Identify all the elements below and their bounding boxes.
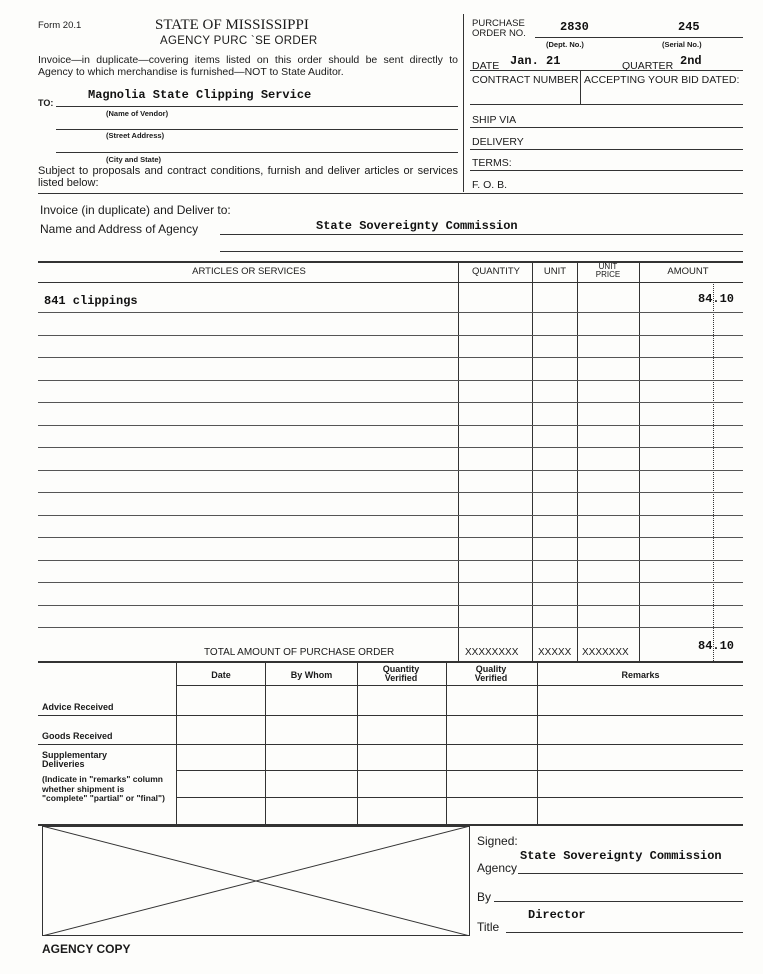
receipt-row-rule-4 xyxy=(176,797,743,798)
form-number: Form 20.1 xyxy=(38,20,82,31)
invoice-deliver-label: Invoice (in duplicate) and Deliver to: xyxy=(40,203,231,217)
order-type-title: AGENCY PURC `SE ORDER xyxy=(160,35,318,47)
receipt-col-qty-verified: Quantity Verified xyxy=(382,664,420,683)
terms-label: TERMS: xyxy=(472,157,512,169)
receipt-row-rule-1 xyxy=(38,715,743,716)
total-qty-x: XXXXXXXX xyxy=(465,647,519,658)
terms-line xyxy=(470,170,743,171)
receipt-header-rule xyxy=(176,685,743,686)
serial-caption: (Serial No.) xyxy=(662,40,702,49)
item-row-rule xyxy=(38,380,743,381)
items-col-line-3 xyxy=(577,261,578,661)
receipt-col-by-whom: By Whom xyxy=(290,670,333,680)
item-row-rule xyxy=(38,425,743,426)
item-row-rule xyxy=(38,312,743,313)
city-line xyxy=(56,152,458,153)
state-title: STATE OF MISSISSIPPI xyxy=(155,17,309,33)
total-label: TOTAL AMOUNT OF PURCHASE ORDER xyxy=(204,647,395,658)
item-row-rule xyxy=(38,335,743,336)
items-col-line-4 xyxy=(639,261,640,661)
sig-agency-line xyxy=(518,873,743,874)
col-amount: AMOUNT xyxy=(667,266,709,277)
quarter-label: QUARTER xyxy=(622,60,674,72)
items-col-line-2 xyxy=(532,261,533,661)
serial-number: 245 xyxy=(678,20,700,34)
po-number-line xyxy=(535,37,743,38)
col-articles: ARTICLES OR SERVICES xyxy=(192,266,306,277)
date-line xyxy=(470,70,743,71)
total-unit-x: XXXXX xyxy=(538,647,572,658)
sig-agency-value: State Sovereignty Commission xyxy=(520,849,722,863)
header-bottom-rule xyxy=(38,193,743,194)
item-row-rule xyxy=(38,560,743,561)
item-row-rule xyxy=(38,582,743,583)
col-unit: UNIT xyxy=(543,266,567,277)
contract-divider xyxy=(580,70,581,104)
ship-via-label: SHIP VIA xyxy=(472,114,517,126)
items-bottom-rule xyxy=(38,661,743,663)
item-row-rule xyxy=(38,605,743,606)
total-price-x: XXXXXXX xyxy=(582,647,629,658)
sig-agency-label: Agency xyxy=(477,861,518,875)
po-label: PURCHASE ORDER NO. xyxy=(472,18,526,39)
sig-title-value: Director xyxy=(528,908,586,922)
street-line xyxy=(56,129,458,130)
receipt-col-remarks: Remarks xyxy=(621,670,660,680)
sig-title-label: Title xyxy=(477,920,500,934)
agency-line-1 xyxy=(220,234,743,235)
vendor-name-line xyxy=(56,106,458,107)
item-row-rule xyxy=(38,470,743,471)
signed-label: Signed: xyxy=(477,834,518,848)
item-row-rule xyxy=(38,447,743,448)
item-row-rule xyxy=(38,402,743,403)
advice-received-label: Advice Received xyxy=(42,702,114,712)
supplementary-label: Supplementary Deliveries xyxy=(42,750,108,769)
contract-label: CONTRACT NUMBER xyxy=(472,74,579,86)
remarks-instruction: (Indicate in "remarks" column whether shipment is "complete" "partial" or "final") xyxy=(42,774,165,803)
item-row-rule xyxy=(38,492,743,493)
dept-number: 2830 xyxy=(560,20,589,34)
items-header-rule xyxy=(38,282,743,283)
header-divider xyxy=(463,14,464,192)
col-quantity: QUANTITY xyxy=(471,266,521,277)
receipt-col-date: Date xyxy=(211,670,231,680)
agency-address-label: Name and Address of Agency xyxy=(40,222,199,236)
delivery-label: DELIVERY xyxy=(472,136,524,148)
item-row-rule xyxy=(38,357,743,358)
cross-lines xyxy=(42,826,470,936)
total-amount: 84.10 xyxy=(698,639,735,653)
agency-address-value: State Sovereignty Commission xyxy=(316,219,518,233)
date-value: Jan. 21 xyxy=(510,54,561,68)
dept-caption: (Dept. No.) xyxy=(546,40,584,49)
item-row-rule xyxy=(38,537,743,538)
col-unit-price: UNIT PRICE xyxy=(595,262,621,279)
date-label: DATE xyxy=(472,60,500,72)
receipt-row-rule-3 xyxy=(176,770,743,771)
subject-note: Subject to proposals and contract conditions, furnish and deliver articles or services listed below: xyxy=(38,165,458,189)
receipt-col-quality-verified: Quality Verified xyxy=(474,664,508,683)
ship-via-line xyxy=(470,127,743,128)
city-caption: (City and State) xyxy=(106,155,162,164)
sig-title-line xyxy=(506,932,743,933)
quarter-value: 2nd xyxy=(680,54,702,68)
sig-by-label: By xyxy=(477,890,492,904)
items-col-line-1 xyxy=(458,261,459,661)
fob-label: F. O. B. xyxy=(472,179,508,191)
contract-line xyxy=(470,104,743,105)
invoice-note: Invoice—in duplicate—covering items listed on this order should be sent directly to Agency to which merchandise is furnished—NOT to State Auditor. xyxy=(38,54,458,78)
item-article-1: 841 clippings xyxy=(44,294,138,308)
goods-received-label: Goods Received xyxy=(42,731,113,741)
crossed-out-box xyxy=(42,826,470,936)
agency-line-2 xyxy=(220,251,743,252)
vendor-name: Magnolia State Clipping Service xyxy=(88,88,312,102)
items-top-rule xyxy=(38,261,743,263)
item-amount-1: 84.10 xyxy=(698,292,735,306)
receipt-row-rule-2 xyxy=(38,744,743,745)
delivery-line xyxy=(470,149,743,150)
item-row-rule xyxy=(38,627,743,628)
vendor-name-caption: (Name of Vendor) xyxy=(106,109,169,118)
accepting-label: ACCEPTING YOUR BID DATED: xyxy=(584,74,740,86)
sig-by-line xyxy=(494,901,743,902)
item-row-rule xyxy=(38,515,743,516)
agency-copy-label: AGENCY COPY xyxy=(42,942,131,956)
to-label: TO: xyxy=(38,98,54,108)
street-caption: (Street Address) xyxy=(106,131,165,140)
